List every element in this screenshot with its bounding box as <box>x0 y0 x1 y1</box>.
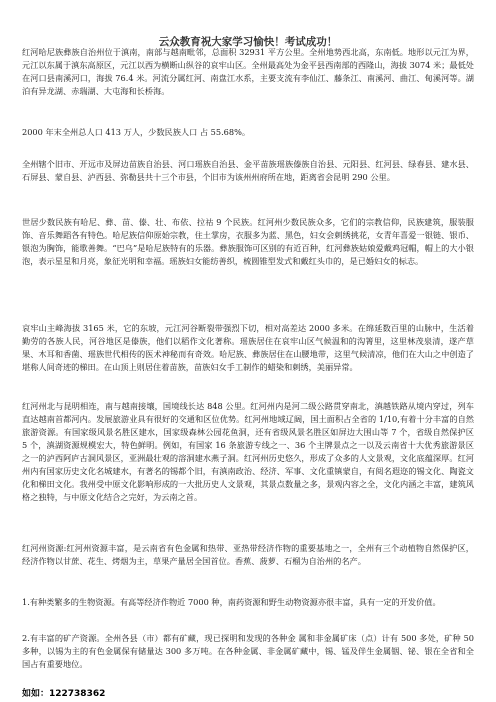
page-title: 云众教育祝大家学习愉快！考试成功！ <box>158 36 338 48</box>
footer-contact: 如如：122738362 <box>22 689 106 699</box>
paragraph-population: 2000 年末全州总人口 413 万人，少数民族人口 占 55.68%。 <box>22 127 251 137</box>
paragraph-resources: 红河州资源:红河州资源丰富，是云南省有色金属和热带、亚热带经济作物的重要基地之一，全州有三个动植物自然保护区，经济作物以甘蔗、花生、烤烟为主，草果产量居全国首位。香蕉、菠萝、石榴为自治州的名产。 <box>22 543 474 566</box>
paragraph-overview: 红河哈尼族彝族自治州位于滇南，南部与越南毗邻，总面积 32931 平方公里。全州地势西北高，东南低。地形以元江为界，元江以东属于滇东高原区，元江以西为横断山纵谷的哀牢山区。全州最高处为金平县西南部的西隆山，海拔 3074 米；最低处在河口县南溪河口，海拔 76.4 米。河流分属红河、南盘江水系，主要支流有李仙江、藤条江、南溪河、曲江、甸溪河等。湖泊有异龙湖、赤瑞湖、大屯海和长桥海。 <box>22 47 474 96</box>
list-item-bio-resources: 1.有种类繁多的生物资源。有高等经济作物近 7000 种，南药资源和野生动物资源亦很丰富，具有一定的开发价值。 <box>22 597 441 607</box>
paragraph-ailao-mountain: 哀牢山主峰海拔 3165 米，它的东坡，元江河谷断裂带强烈下切，相对高差达 2000 多米。在绵延数百里的山脉中，生活着勤劳的各族人民，河谷地区是傣族，他们以稻作文化著称。瑶族居住在哀牢山区气候温和的沟箐里，这里林茂泉清，遂产草果、木耳和香菌、瑶族世代相传的医术神秘而有奇效。哈尼族、彝族居住在山腰地带，这里气候清凉，他们在大山之中创造了堪称人间奇迹的梯田。在山顶上则居住着苗族，苗族妇女手工制作的蜡染和刺绣，美丽异常。 <box>22 323 474 372</box>
paragraph-administration: 全州辖个旧市、开远市及屏边苗族自治县、河口瑶族自治县、金平苗族瑶族傣族自治县、元阳县、红河县、绿春县、建水县、石屏县、蒙自县、泸西县、弥勒县共十三个市县，个旧市为该州州府所在地，距离省会昆明 290 公里。 <box>22 159 474 182</box>
paragraph-tourism: 红河州北与昆明相连，南与越南接壤，国境线长达 848 公里。红河州内是河二级公路贯穿南北，滇越铁路从境内穿过，列车直达越南首都河内。发展旅游业具有很好的交通和区位优势。红河州地域辽阔，国土面积占全省的 1/10,有着十分丰富的自然旅游资源。有国家级风景名胜区建水，国家级森林公园花鱼洞，还有省级风景名胜区如屏边大围山等 7 个，省级自然保护区 5 个，滇湖资源规模宏大，特色鲜明。例如，有国家 16 条旅游专线之一、36 个主牌景点之一以及云南省十大优秀旅游景区之一的泸西阿庐古洞风景区，亚洲最壮观的溶洞建水燕子洞。红河州历史悠久，形成了众多的人文景观，文化底蕴深厚。红河州内有国家历史文化名城建水，有著名的锡都个旧，有滇南政治、经济、军事、文化重镇蒙自，有阅名遐迩的锡文化、陶瓷文化和梯田文化。我州受中原文化影响形成的一大批历史人文景观，其景点数量之多，景观内容之全，文化内涵之丰富，建筑风格之独特，与中原文化结合之完好，为云南之首。 <box>22 401 474 502</box>
paragraph-ethnic-groups: 世居少数民族有哈尼、彝、苗、傣、壮、布依、拉祜 9 个民族。红河州少数民族众多，它们的宗教信仰，民族建筑，服装服饰、音乐舞蹈各有特色。哈尼族信仰原始宗教，住土掌房，衣服多为蓝、黑色，妇女会刺绣挑花，女青年喜爱一银链、银币、银泡为胸饰，能歌善舞。“巴乌”是哈尼族特有的乐器。彝族服饰可区别的有近百种，红河彝族姑娘爱戴鸡冠帽，帽上的大小银泡，表示星星和月亮，象征光明和幸福。瑶族妇女能纺善织，梳圆锥型发式和戴红头巾的，是已婚妇女的标志。 <box>22 217 474 266</box>
list-item-mineral-resources: 2.有丰富的矿产资源。全州各县（市）都有矿藏，现已探明和发现的各种金 属和非金属矿床（点）计有 500 多处，矿种 50 多种，以锡为主的有色金属保有储量达 300 多万吨。在各种金属、非金属矿藏中，锡、锰及伴生金属铟、铋、银在全省和全国占有重要地位。 <box>22 633 474 669</box>
